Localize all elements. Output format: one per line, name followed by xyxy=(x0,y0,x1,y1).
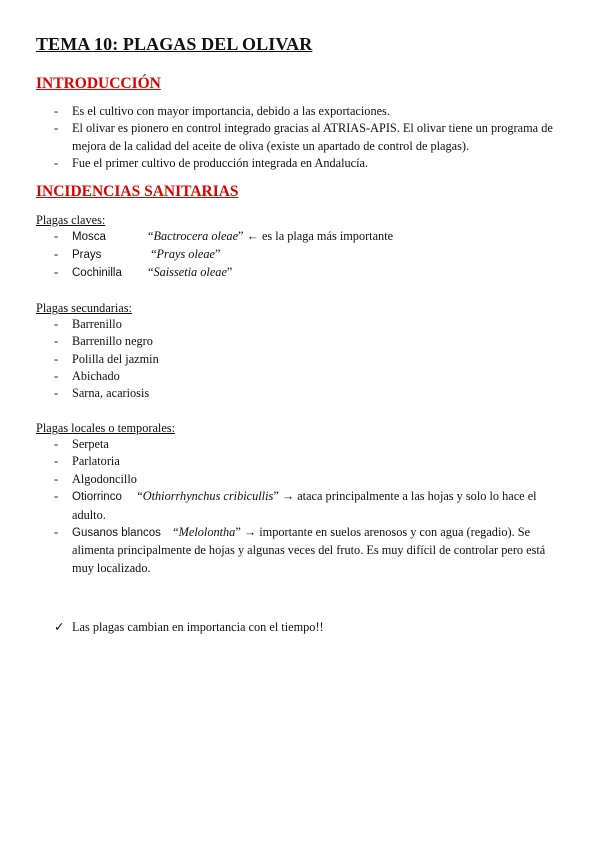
intro-heading: INTRODUCCIÓN xyxy=(36,75,161,92)
list-item: - Algodoncillo xyxy=(54,471,137,486)
bullet-dash: - xyxy=(54,121,59,136)
plagas-locales-label: Plagas locales o temporales: xyxy=(36,420,175,435)
checkmark-icon: ✓ xyxy=(54,620,65,635)
plagas-claves-list xyxy=(36,228,564,283)
list-item: - Es el cultivo con mayor importancia, debido a las exportaciones. xyxy=(36,103,564,120)
plagas-claves-label: Plagas claves: xyxy=(36,212,106,227)
page-title: TEMA 10: PLAGAS DEL OLIVAR xyxy=(36,34,313,54)
list-item: - Gusanos blancos “Melolontha” → importante en suelos arenosos y con agua (regadio). Se alimenta principalmente de hojas y algunas veces del fruto. Es muy difícil de controlar pero está muy localizado. xyxy=(54,524,546,575)
list-item: - Serpeta xyxy=(54,436,109,451)
list-item: - El olivar es pionero en control integrado gracias al ATRIAS-APIS. El olivar tiene un programa de mejora de la calidad del aceite de oliva (existe un apartado de control de plagas). xyxy=(54,121,553,153)
conclusion-text: Las plagas cambian en importancia con el tiempo!! xyxy=(72,620,324,635)
list-item: - Prays “Prays oleae” xyxy=(54,247,221,262)
list-item: - Barrenillo negro xyxy=(54,334,153,349)
list-item: - Fue el primer cultivo de producción integrada en Andalucía. xyxy=(36,155,564,172)
list-item: - Barrenillo xyxy=(54,316,122,331)
list-item: - Parlatoria xyxy=(54,454,120,469)
list-item xyxy=(36,619,564,636)
incidencias-heading: INCIDENCIAS SANITARIAS xyxy=(36,182,239,200)
list-item: - Mosca “Bactrocera oleae” ← es la plaga más importante xyxy=(54,228,394,243)
plagas-locales-list xyxy=(36,436,564,577)
plagas-secundarias-label: Plagas secundarias: xyxy=(36,300,132,315)
intro-list xyxy=(36,103,564,173)
bullet-dash: - xyxy=(54,156,59,171)
list-item: - Polilla del jazmin xyxy=(54,351,159,366)
list-item: - Sarna, acariosis xyxy=(54,386,150,401)
list-item: - Cochinilla “Saissetia oleae” xyxy=(54,265,233,280)
plagas-secundarias-list xyxy=(36,316,564,403)
document-page xyxy=(36,34,564,637)
bullet-dash: - xyxy=(54,104,59,118)
conclusion-list xyxy=(36,619,564,636)
list-item: - Abichado xyxy=(54,369,120,384)
list-item: - Otiorrinco “Othiorrhynchus cribicullis” → ataca principalmente a las hojas y solo lo hace el adulto. xyxy=(54,489,537,522)
